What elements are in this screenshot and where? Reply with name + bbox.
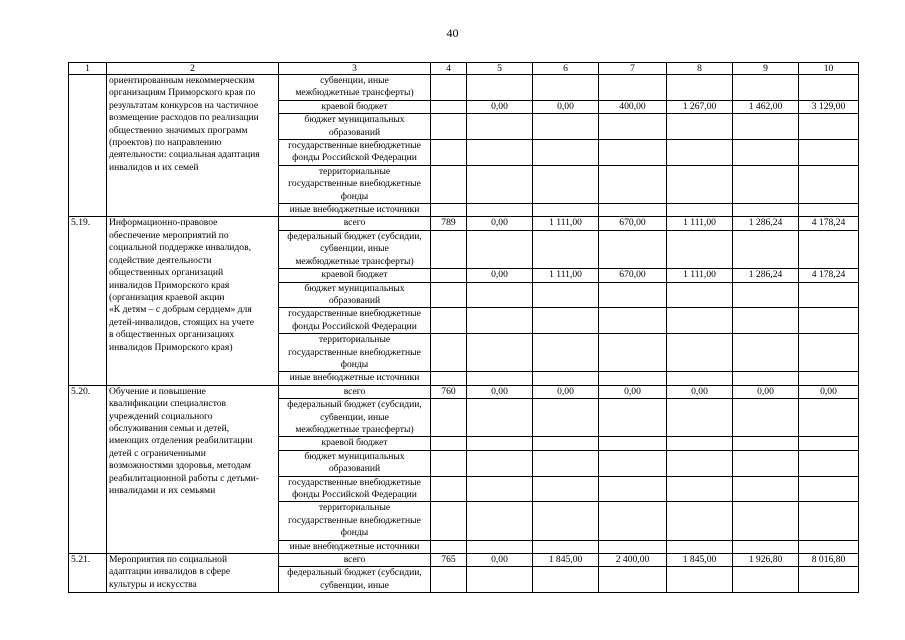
budget-code [431,334,467,372]
amount-cell: 0,00 [599,385,667,398]
table-row [69,75,859,101]
amount-cell [599,75,667,101]
amount-cell [733,567,799,593]
budget-code [431,308,467,334]
funding-source [279,204,431,217]
amount-cell [533,204,599,217]
amount-cell [799,567,859,593]
funding-source-line: федеральный бюджет (субсидии, [287,399,422,411]
amount-cell [599,502,667,540]
amount-cell: 0,00 [467,385,533,398]
amount-cell: 0,00 [799,385,859,398]
description-line: (проектов) по направлению [109,137,222,149]
budget-code [431,282,467,308]
amount-cell [667,75,733,101]
funding-source-line: федеральный бюджет (субсидии, [287,230,422,242]
amount-cell [733,140,799,166]
amount-cell [599,114,667,140]
amount-cell [733,540,799,553]
description-line: (организация краевой акции [109,291,225,303]
page-number: 40 [446,26,459,40]
description-line: возможностями здоровья, методам [109,460,251,472]
amount-cell [667,567,733,593]
table-row [69,385,859,398]
amount-cell [533,476,599,502]
amount-cell [733,75,799,101]
amount-cell [733,114,799,140]
amount-cell [467,114,533,140]
amount-cell: 0,00 [467,269,533,282]
description-line: Мероприятия по социальной [109,554,228,566]
amount-cell: 3 129,00 [799,100,859,113]
funding-source-line: государственные внебюджетные [288,476,421,488]
amount-cell [733,399,799,437]
funding-source-line: государственные внебюджетные [288,514,421,526]
amount-cell [599,334,667,372]
amount-cell [667,450,733,476]
budget-code [431,140,467,166]
section-number: 5.21. [69,554,107,593]
activity-description [107,385,279,553]
amount-cell [733,450,799,476]
amount-cell [799,308,859,334]
amount-cell: 670,00 [599,217,667,230]
funding-source-line: образований [328,463,381,475]
description-line: возмещение расходов по реализации [109,112,259,124]
funding-source-line: субвенции, иные [320,75,389,86]
funding-source [279,450,431,476]
funding-source [279,437,431,450]
budget-code [431,204,467,217]
budget-code [431,450,467,476]
description-line: инвалидов Приморского края) [109,341,233,353]
funding-source [279,308,431,334]
amount-cell [533,165,599,203]
funding-source [279,114,431,140]
amount-cell [467,540,533,553]
amount-cell: 670,00 [599,269,667,282]
amount-cell [667,308,733,334]
funding-source-line: государственные внебюджетные [288,178,421,190]
amount-cell [467,502,533,540]
description-line: результатам конкурсов на частичное [109,99,259,111]
amount-cell [599,476,667,502]
amount-cell: 1 267,00 [667,100,733,113]
funding-source-line: государственные внебюджетные [288,346,421,358]
header-cell: 4 [431,63,467,75]
funding-source-line: всего [343,385,366,397]
budget-code [431,100,467,113]
amount-cell [467,372,533,385]
header-cell: 6 [533,63,599,75]
amount-cell [799,476,859,502]
funding-source-line: образований [328,294,381,306]
funding-source [279,399,431,437]
description-line: культуры и искусства [109,578,197,590]
activity-description [107,554,279,593]
amount-cell: 0,00 [467,100,533,113]
amount-cell: 4 178,24 [799,217,859,230]
amount-cell [599,450,667,476]
amount-cell [533,334,599,372]
budget-code: 765 [431,554,467,567]
funding-source [279,540,431,553]
amount-cell [533,75,599,101]
amount-cell: 1 111,00 [533,269,599,282]
amount-cell [467,399,533,437]
amount-cell [799,165,859,203]
funding-source-line: бюджет муниципальных [304,450,405,462]
amount-cell [799,372,859,385]
funding-source-line: территориальные [318,334,391,346]
table-body [69,63,859,593]
amount-cell [599,567,667,593]
header-cell: 7 [599,63,667,75]
amount-cell [799,282,859,308]
description-line: квалификации специалистов [109,398,227,410]
funding-source-line: субвенции, иные [320,411,389,423]
amount-cell: 0,00 [733,385,799,398]
amount-cell [733,165,799,203]
amount-cell [667,204,733,217]
amount-cell [667,114,733,140]
amount-cell [667,476,733,502]
description-line: обслуживания семьи и детей, [109,422,230,434]
funding-source [279,334,431,372]
description-line: имеющих отделения реабилитации [109,435,253,447]
description-line: социальной поддержке инвалидов, [109,242,252,254]
amount-cell [533,567,599,593]
budget-code: 760 [431,385,467,398]
amount-cell [667,334,733,372]
funding-source-line: иные внебюджетные источники [289,204,420,216]
description-line: Информационно-правовое [109,217,218,229]
description-line: адаптации инвалидов в сфере [109,566,231,578]
amount-cell: 1 286,24 [733,269,799,282]
amount-cell [733,502,799,540]
funding-source [279,230,431,268]
funding-source-line: федеральный бюджет (субсидии, [287,567,422,579]
amount-cell [599,437,667,450]
funding-source [279,217,431,230]
amount-cell [733,204,799,217]
funding-source [279,372,431,385]
budget-code [431,230,467,268]
budget-table [68,62,859,593]
amount-cell [599,308,667,334]
amount-cell [799,399,859,437]
budget-code [431,372,467,385]
funding-source-line: фонды [340,190,369,202]
amount-cell [467,230,533,268]
description-line: в общественных организациях [109,329,235,341]
funding-source-line: всего [343,217,366,229]
header-cell: 8 [667,63,733,75]
amount-cell [467,75,533,101]
header-cell: 5 [467,63,533,75]
description-line: детей-инвалидов, стоящих на учете [109,316,255,328]
amount-cell [667,282,733,308]
amount-cell [733,308,799,334]
budget-code [431,567,467,593]
table-row [69,217,859,230]
budget-code [431,437,467,450]
funding-source-line: фонды [340,527,369,539]
amount-cell [667,540,733,553]
funding-source [279,385,431,398]
amount-cell [467,165,533,203]
amount-cell: 0,00 [533,385,599,398]
amount-cell [533,540,599,553]
amount-cell [733,476,799,502]
amount-cell [799,540,859,553]
funding-source-line: межбюджетные трансферты) [295,87,414,99]
amount-cell [799,140,859,166]
description-line: реабилитационной работы с детьми- [109,472,260,484]
amount-cell [467,567,533,593]
budget-code [431,399,467,437]
amount-cell [799,334,859,372]
amount-cell [667,502,733,540]
section-number: 5.20. [69,385,107,553]
amount-cell [467,204,533,217]
funding-source [279,567,431,593]
section-number [69,75,107,217]
funding-source-line: всего [343,554,366,566]
amount-cell [467,476,533,502]
description-line: детей с ограниченными [109,447,206,459]
amount-cell: 0,00 [533,100,599,113]
amount-cell [533,230,599,268]
budget-code [431,269,467,282]
description-line: инвалидов Приморского края [109,279,230,291]
section-number: 5.19. [69,217,107,385]
funding-source-line: субвенции, иные [320,243,389,255]
amount-cell: 1 845,00 [667,554,733,567]
amount-cell [799,230,859,268]
description-line: деятельности: социальная адаптация [109,149,260,161]
amount-cell [799,437,859,450]
amount-cell: 1 111,00 [667,269,733,282]
amount-cell [533,140,599,166]
amount-cell [667,372,733,385]
description-line: учреждений социального [109,410,213,422]
funding-source-line: иные внебюджетные источники [289,372,420,384]
description-line: «К детям – с добрым сердцем» для [109,304,252,316]
activity-description [107,217,279,385]
amount-cell [599,204,667,217]
funding-source-line: межбюджетные трансферты) [295,423,414,435]
funding-source [279,100,431,113]
budget-code [431,502,467,540]
funding-source-line: краевой бюджет [321,100,388,112]
funding-source-line: субвенции, иные [320,579,389,591]
amount-cell [733,372,799,385]
activity-description [107,75,279,217]
amount-cell: 2 400,00 [599,554,667,567]
amount-cell [467,437,533,450]
funding-source [279,476,431,502]
amount-cell: 0,00 [467,554,533,567]
amount-cell [467,334,533,372]
header-cell: 9 [733,63,799,75]
header-cell: 10 [799,63,859,75]
amount-cell: 1 845,00 [533,554,599,567]
description-line: Обучение и повышение [109,385,206,397]
amount-cell [733,230,799,268]
amount-cell [467,140,533,166]
amount-cell [533,399,599,437]
amount-cell [599,282,667,308]
amount-cell [799,450,859,476]
amount-cell [599,399,667,437]
amount-cell [667,437,733,450]
funding-source [279,140,431,166]
amount-cell: 8 016,80 [799,554,859,567]
funding-source-line: образований [328,126,381,138]
amount-cell [733,334,799,372]
description-line: содействие деятельности [109,254,212,266]
amount-cell [667,140,733,166]
funding-source-line: краевой бюджет [321,437,388,449]
amount-cell: 1 286,24 [733,217,799,230]
amount-cell: 0,00 [667,385,733,398]
header-cell: 2 [107,63,279,75]
amount-cell [599,540,667,553]
amount-cell [799,114,859,140]
amount-cell: 1 926,80 [733,554,799,567]
funding-source-line: государственные внебюджетные [288,140,421,152]
funding-source-line: фонды Российской Федерации [292,320,417,332]
amount-cell [533,114,599,140]
budget-code [431,114,467,140]
header-cell: 3 [279,63,431,75]
amount-cell [467,308,533,334]
amount-cell [533,308,599,334]
description-line: инвалидов и их семей [109,161,199,173]
amount-cell [533,282,599,308]
amount-cell [533,372,599,385]
amount-cell: 4 178,24 [799,269,859,282]
description-line: организациям Приморского края по [109,87,256,99]
budget-code [431,165,467,203]
funding-source-line: фонды Российской Федерации [292,152,417,164]
amount-cell: 1 462,00 [733,100,799,113]
amount-cell: 1 111,00 [667,217,733,230]
amount-cell [533,450,599,476]
funding-source [279,269,431,282]
funding-source-line: бюджет муниципальных [304,114,405,126]
amount-cell [533,437,599,450]
budget-code [431,540,467,553]
funding-source [279,554,431,567]
amount-cell [667,230,733,268]
budget-code: 789 [431,217,467,230]
funding-source-line: краевой бюджет [321,269,388,281]
funding-source [279,75,431,101]
funding-source-line: территориальные [318,502,391,514]
description-line: общественных организаций [109,267,224,279]
amount-cell [667,165,733,203]
amount-cell [599,230,667,268]
header-cell: 1 [69,63,107,75]
funding-source-line: территориальные [318,165,391,177]
funding-source-line: фонды [340,358,369,370]
table-header-row [69,63,859,75]
funding-source [279,282,431,308]
funding-source-line: фонды Российской Федерации [292,489,417,500]
amount-cell [733,437,799,450]
amount-cell [467,450,533,476]
description-line: ориентированным некоммерческим [109,75,255,86]
amount-cell [467,282,533,308]
funding-source-line: иные внебюджетные источники [289,540,420,552]
funding-source [279,502,431,540]
description-line: инвалидами и их семьями [109,485,216,496]
description-line: обеспечение мероприятий по [109,229,229,241]
amount-cell [733,282,799,308]
amount-cell [799,502,859,540]
amount-cell [533,502,599,540]
amount-cell [799,204,859,217]
funding-source [279,165,431,203]
budget-code [431,75,467,101]
funding-source-line: бюджет муниципальных [304,282,405,294]
amount-cell [599,165,667,203]
amount-cell: 0,00 [467,217,533,230]
funding-source-line: государственные внебюджетные [288,308,421,320]
amount-cell [599,372,667,385]
amount-cell: 1 111,00 [533,217,599,230]
amount-cell [599,140,667,166]
budget-code [431,476,467,502]
amount-cell [667,399,733,437]
amount-cell [799,75,859,101]
funding-source-line: межбюджетные трансферты) [295,255,414,267]
description-line: общественно значимых программ [109,124,248,136]
table-row [69,554,859,567]
amount-cell: 400,00 [599,100,667,113]
